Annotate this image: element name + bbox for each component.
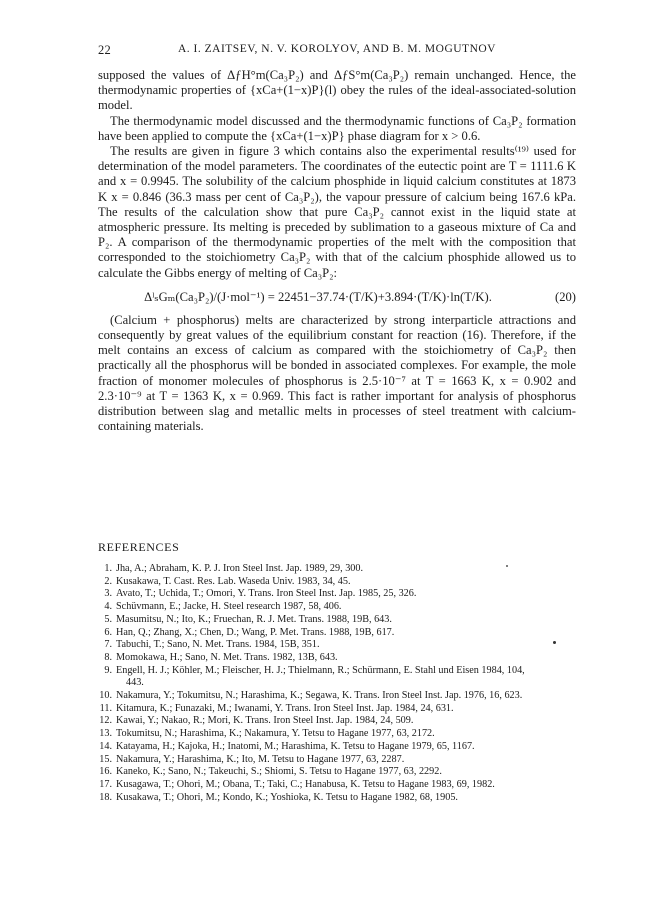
running-title: A. I. ZAITSEV, N. V. KOROLYOV, AND B. M. MOGUTNOV [177,43,496,55]
scan-speck-mark [553,641,556,644]
reference-item [98,601,576,614]
reference-number: 18. [99,791,112,803]
paragraph: (Calcium + phosphorus) melts are characterized by strong interparticle attractions and consequently by great values of the equilibrium constant for reaction (16). Therefore, if the melt contains an excess of calcium as compared with the stoichiometry of Ca₃P₂ then practically all the phosphorus will be bonded in associated complexes. For example, the mole fraction of monomer molecules of phosphorus is 2.5·10⁻⁷ at T = 1663 K, x = 0.902 and 2.3·10⁻⁹ at T = 1363 K, x = 0.969. This fact is rather important for analysis of phosphorus distribution between slag and metallic melts in processes of steel treatment with calcium-containing materials. [98,312,576,434]
paragraph: The results are given in figure 3 which contains also the experimental results⁽¹⁹⁾ used for determination of the model parameters. The coordinates of the eutectic point are T = 1111.6 K and x = 0.9945. The solubility of the calcium phosphide in liquid calcium constitutes at 1873 K x = 0.846 (36.3 mass per cent of Ca₃P₂), the vapour pressure of calcium being 167.6 kPa. The results of the calculation show that pure Ca₃P₂ cannot exist in the liquid state at atmospheric pressure. Its melting is preceded by sublimation to a gaseous mixture of Ca and P₂. A comparison of the thermodynamic properties of the melt with the composition that corresponded to the stoichiometry Ca₃P₂ with that of the calcium phosphide allowed us to calculate the Gibbs energy of melting of Ca₃P₂: [98,144,576,280]
paragraph: supposed the values of ΔƒH°m(Ca₃P₂) and ΔƒS°m(Ca₃P₂) remain unchanged. Hence, the thermodynamic properties of {xCa+(1−x)P}(l) obey the rules of the ideal-associated-solution model. [98,68,576,113]
reference-text: Kitamura, K.; Funazaki, M.; Iwanami, Y. Trans. Iron Steel Inst. Jap. 1984, 24, 631. [116,702,454,714]
reference-item [98,741,576,754]
reference-number: 15. [99,753,112,765]
paragraph: The thermodynamic model discussed and the thermodynamic functions of Ca₃P₂ formation have been applied to compute the {xCa+(1−x)P} phase diagram for x > 0.6. [98,113,576,143]
reference-text: Tabuchi, T.; Sano, N. Met. Trans. 1984, 15B, 351. [116,639,320,651]
reference-text: Kusakawa, T.; Ohori, M.; Kondo, K.; Yoshioka, K. Tetsu to Hagane 1982, 68, 1905. [116,791,458,803]
reference-item [98,665,576,690]
references-list [98,563,576,804]
reference-item [98,576,576,589]
scan-speck-mark [506,565,508,567]
reference-text: Kaneko, K.; Sano, N.; Takeuchi, S.; Shiomi, S. Tetsu to Hagane 1977, 63, 2292. [116,766,442,778]
reference-number: 17. [99,778,112,790]
reference-text: Momokawa, H.; Sano, N. Met. Trans. 1982, 13B, 643. [116,651,338,663]
reference-number: 8. [104,651,112,663]
reference-item [98,690,576,703]
equation-body: ΔˡₛGₘ(Ca₃P₂)/(J·mol⁻¹) = 22451−37.74·(T/K)+3.894·(T/K)·ln(T/K). [144,289,492,304]
reference-item [98,779,576,792]
body-text [98,68,576,434]
reference-number: 10. [99,690,112,702]
reference-text: Tokumitsu, N.; Harashima, K.; Nakamura, Y. Tetsu to Hagane 1977, 63, 2172. [116,728,435,740]
equation-20 [98,284,576,312]
reference-item [98,627,576,640]
page-number: 22 [98,43,111,57]
reference-number: 12. [99,715,112,727]
reference-item [98,588,576,601]
reference-text: Kusagawa, T.; Ohori, M.; Obana, T.; Taki, C.; Hanabusa, K. Tetsu to Hagane 1983, 69, 1982. [116,778,495,790]
reference-number: 13. [99,728,112,740]
running-header [98,43,576,59]
reference-text: Schüvmann, E.; Jacke, H. Steel research 1987, 58, 406. [116,601,342,613]
reference-text: Nakamura, Y.; Tokumitsu, N.; Harashima, K.; Segawa, K. Trans. Iron Steel Inst. Jap. 1976, 16, 623. [116,690,523,702]
reference-item [98,652,576,665]
reference-number: 5. [104,613,112,625]
reference-text: Masumitsu, N.; Ito, K.; Fruechan, R. J. Met. Trans. 1988, 19B, 643. [116,613,392,625]
reference-text: Nakamura, Y.; Harashima, K.; Ito, M. Tetsu to Hagane 1977, 63, 2287. [116,753,405,765]
reference-text: Katayama, H.; Kajoka, H.; Inatomi, M.; Harashima, K. Tetsu to Hagane 1979, 65, 1167. [116,740,475,752]
references-heading: REFERENCES [98,540,180,554]
reference-number: 4. [104,601,112,613]
reference-item [98,703,576,716]
reference-number: 1. [104,563,112,574]
reference-number: 6. [104,626,112,638]
reference-item [98,754,576,767]
reference-item [98,563,576,576]
reference-text: Kusakawa, T. Cast. Res. Lab. Waseda Univ. 1983, 34, 45. [116,575,351,587]
reference-number: 2. [104,575,112,587]
reference-item [98,728,576,741]
reference-text: Han, Q.; Zhang, X.; Chen, D.; Wang, P. Met. Trans. 1988, 19B, 617. [116,626,395,638]
reference-item [98,792,576,805]
reference-text-continuation: 443. [126,677,144,689]
reference-text: Kawai, Y.; Nakao, R.; Mori, K. Trans. Iron Steel Inst. Jap. 1984, 24, 509. [116,715,414,727]
reference-number: 16. [99,766,112,778]
reference-text: Avato, T.; Uchida, T.; Omori, Y. Trans. Iron Steel Inst. Jap. 1985, 25, 326. [116,588,417,600]
reference-number: 7. [104,639,112,651]
reference-text: Jha, A.; Abraham, K. P. J. Iron Steel Inst. Jap. 1989, 29, 300. [116,563,364,574]
reference-text: Engell, H. J.; Köhler, M.; Fleischer, H. J.; Thielmann, R.; Schürmann, E. Stahl und Eisen 1984, 104, [116,664,525,676]
reference-item [98,715,576,728]
reference-item [98,639,576,652]
reference-number: 14. [99,740,112,752]
reference-number: 9. [104,664,112,676]
reference-item [98,614,576,627]
reference-number: 11. [99,702,112,714]
reference-number: 3. [104,588,112,600]
reference-item [98,766,576,779]
equation-number: (20) [555,289,576,304]
